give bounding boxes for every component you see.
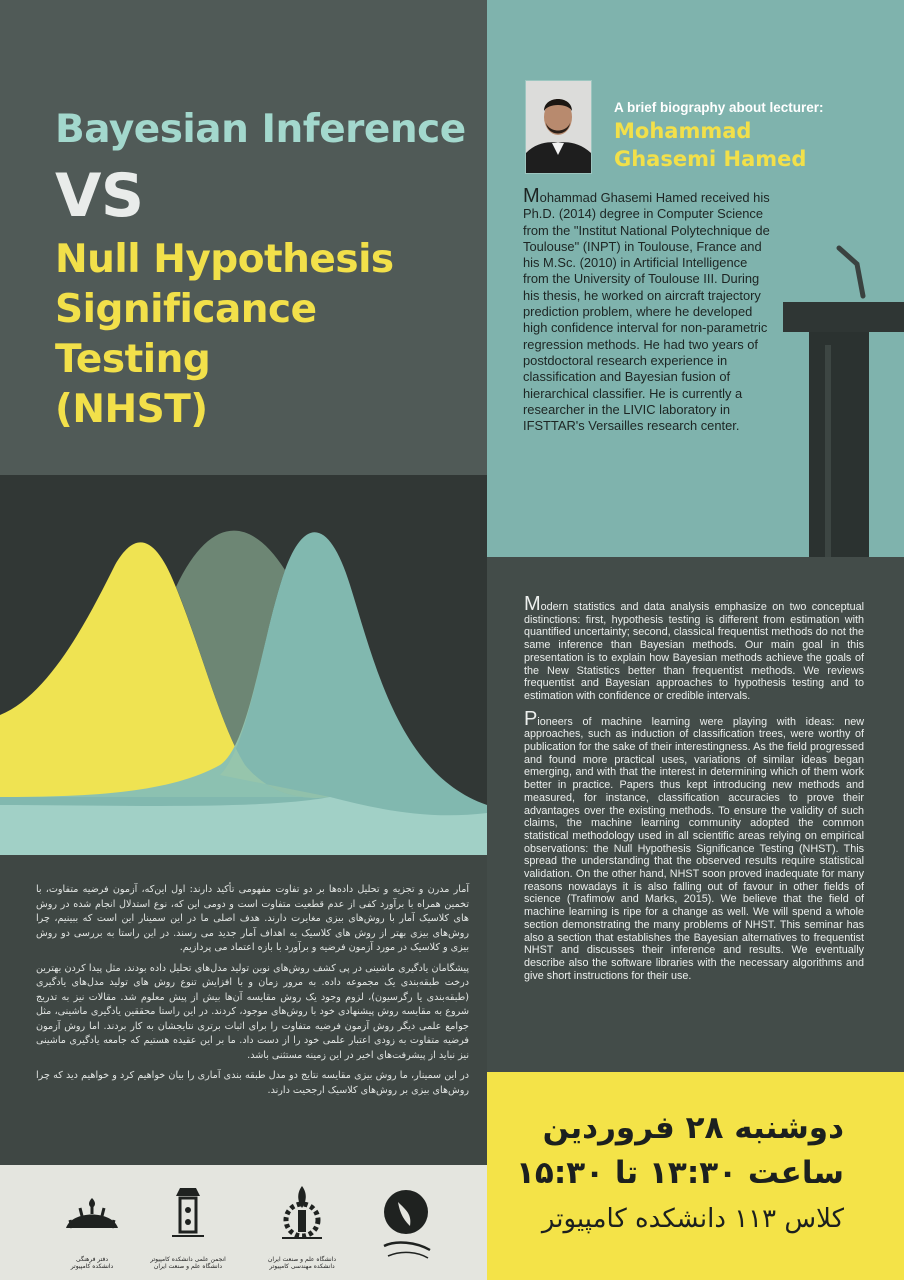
abstract-paragraph-2 bbox=[524, 707, 864, 983]
iust-logo-caption: دانشگاه علم و صنعت ایران دانشکده مهندسی کامپیوتر bbox=[267, 1256, 337, 1270]
persian-abstract bbox=[36, 883, 469, 1143]
iust-logo bbox=[262, 1180, 342, 1270]
biography-caption: A brief biography about lecturer: bbox=[614, 100, 824, 115]
event-time: ساعت ۱۳:۳۰ تا ۱۵:۳۰ bbox=[516, 1155, 844, 1191]
title-line-significance-testing: Significance Testing bbox=[55, 287, 317, 382]
lecturer-name-line-1: Mohammad bbox=[614, 119, 752, 143]
farhangi-logo-caption: دفتر فرهنگی دانشکده کامپیوتر bbox=[70, 1256, 114, 1270]
persian-paragraph-3: در این سمینار، ما روش بیزی مقایسه نتایج دو مدل طبقه بندی آماری را بیان خواهیم کرد و خواهیم دید که چرا روش‌های بیزی بر روش‌های کلاسیک ارجحیت دارند. bbox=[36, 1070, 469, 1096]
abstract-paragraph-1 bbox=[524, 593, 864, 703]
title-vs: VS bbox=[55, 161, 144, 231]
biography-dropcap: M bbox=[523, 185, 540, 207]
title-block bbox=[55, 105, 475, 435]
abstract-paragraph-2-body: ioneers of machine learning were playing with ideas: new approaches, such as induction of classification trees, were worthy of publication for the sake of their interestingness. As the field progressed and found more practical uses, variations of similar ideas began emerging, and with that the interest in determining which of them work better in practice. Papers thus kept introducing new methods and measured, for instance, classification accuracies to prove their advantages over the existing methods. To ensure the validity of such claims, the machine learning community adopted the common statistical methodology used in all scientific areas relying on empirical observations: the Null Hypothesis Significance Testing (NHST). This spread the understanding that the observed results require statistical validation. On the other hand, NHST soon proved inadequate for many reasons nowadays it is also falling out of favour in other fields of science (Trafimow and Marks, 2015). We believe that the field of machine learning is ripe for a change as well. We will spend a whole section demonstrating the many problems of NHST. This seminar has also a section that establishes the Bayesian alternatives to frequentist NHST and discusses their inference and results. We eventually describe also the software libraries with the necessary algorithms and give short instructions for their use. bbox=[524, 715, 864, 982]
abstract-dropcap-2: P bbox=[524, 707, 538, 730]
title-line-nhst: (NHST) bbox=[55, 387, 208, 432]
abstract-dropcap-1: M bbox=[524, 593, 541, 615]
abstract-paragraph-1-body: odern statistics and data analysis emphasize on two conceptual distinctions: first, hypothesis testing is different from estimation with quantified uncertainty; second, classical frequentist methods do not the same inference than Bayesian methods. Our main goal in this presentation is to explain how Bayesian methods achieve the goals of the New Statistics better than frequentist methods. We reviews frequentist and Bayesian approaches to hypothesis testing and to estimation with confidence or credible intervals. bbox=[524, 601, 864, 702]
event-place: کلاس ۱۱۳ دانشکده کامپیوتر bbox=[541, 1204, 844, 1234]
farhangi-logo bbox=[52, 1180, 132, 1270]
distribution-curves-illustration bbox=[0, 475, 487, 855]
lecturer-name-line-2: Ghasemi Hamed bbox=[614, 147, 807, 171]
podium-stripe bbox=[825, 345, 831, 557]
lecturer-photo bbox=[525, 80, 592, 174]
title-line-null-hypothesis: Null Hypothesis bbox=[55, 237, 394, 282]
english-abstract bbox=[524, 593, 864, 992]
nokhbegan-logo bbox=[366, 1180, 446, 1270]
anjoman-logo-caption: انجمن علمی دانشکده کامپیوتر دانشگاه علم و صنعت ایران bbox=[150, 1256, 226, 1270]
biography-body: ohammad Ghasemi Hamed received his Ph.D. (2014) degree in Computer Science from the "Institut National Polytechnique de Toulouse" (INPT) in Toulouse, France and his M.Sc. (2010) in Artificial Intelligence from the University of Toulouse III. During his thesis, he worked on aircraft trajectory prediction problem, where he developed high confidence interval for non-parametric regression methods. He had two years of postdoctoral research experience in classification and Bayesian fusion of hierarchical classifier. He is currently a researcher in the LIVIC laboratory in IFSTTAR's Versailles research center. bbox=[523, 190, 770, 434]
microphone-icon bbox=[839, 248, 863, 296]
event-date: دوشنبه ۲۸ فروردین bbox=[542, 1110, 844, 1146]
persian-paragraph-1: آمار مدرن و تجزیه و تحلیل داده‌ها بر دو تفاوت مفهومی تأکید دارند: اول این‌که، آزمون فرضیه متفاوت، با تخمین همراه با برآورد کفی از عدم قطعیت متفاوت است و دومی این که، نوع استدلال انجام شده در روش های کلاسیک آمار با روش‌های بیزی مغایرت دارند. هدف اصلی ما در این سمینار این است که ببینیم، چرا روش‌های بیزی بهتر از روش های کلاسیک به اهداف آمار جدید می رسند. در این راستا به بررسی دو روش بیزی و کلاسیک در مورد آزمون فرضیه و برآورد با بازه اعتماد می پردازیم. bbox=[36, 884, 469, 953]
biography-text bbox=[523, 185, 773, 434]
lecturer-name bbox=[614, 117, 904, 173]
podium-body bbox=[809, 332, 869, 557]
anjoman-logo bbox=[148, 1180, 228, 1270]
title-line-bayesian: Bayesian Inference bbox=[55, 107, 466, 152]
podium-top bbox=[783, 302, 904, 332]
persian-paragraph-2: پیشگامان یادگیری ماشینی در پی کشف روش‌های نوین تولید مدل‌های تحلیل داده بودند، مثل پیدا کردن بهترین درخت طبقه‌بندی یک مجموعه داده. به مرور زمان و با افزایش تنوع روش های تولید مدل‌های یادگیری (طبقه‌بندی یا رگرسیون)، لزوم وجود یک روش مقایسه آن‌ها بیش از پیش معلوم شد. مقالات نیز به تدریج شروع به مقایسه روش پیشنهادی خود با روش‌های موجود، کردند. در این راستا محققین یادگیری ماشینی، مثل جوامع علمی دیگر روش آزمون فرضیه متفاوت را برای اثبات برتری نتایجشان به کار بردند. اما روش آزمون فرضیه متفاوت به زودی اعتبار علمی خود را از دست داد. ما بر این عقیده هستیم که جامعه یادگیری ماشینی نیز نباید از پیشرفت‌های اخیر در این زمینه مستثنی باشد. bbox=[36, 962, 469, 1061]
